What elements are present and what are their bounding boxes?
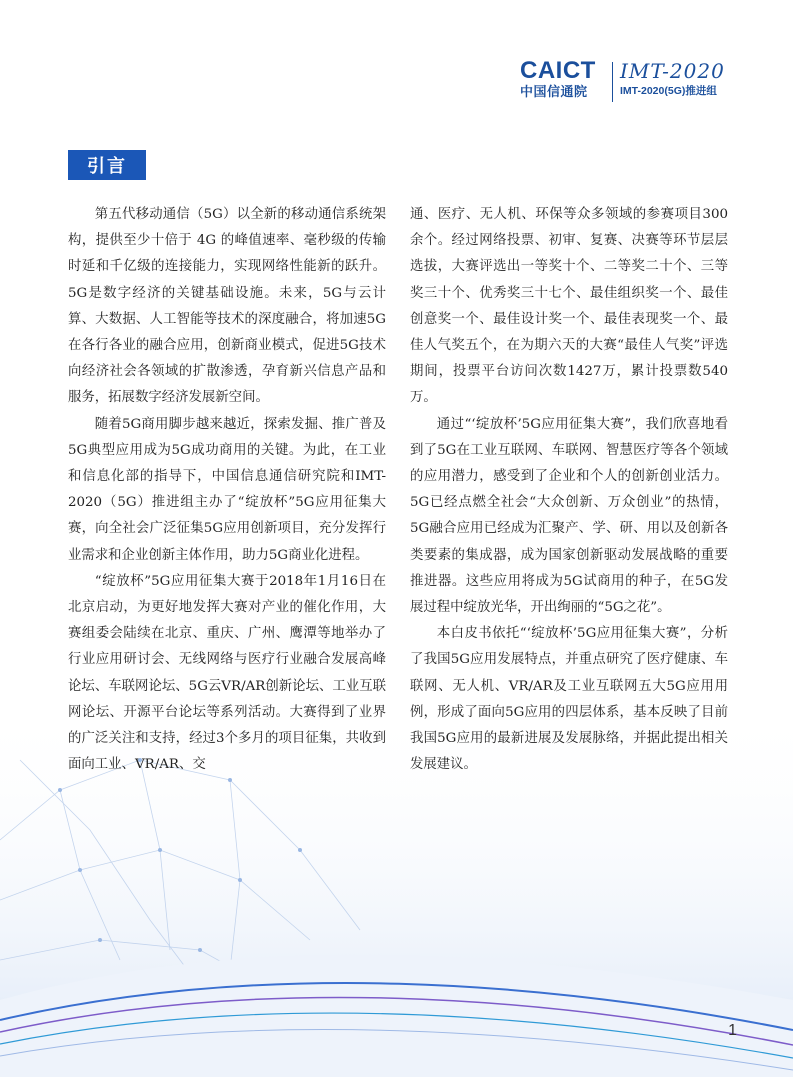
right-column [410,202,728,778]
logo-divider [612,62,613,102]
paragraph: “绽放杯”5G应用征集大赛于2018年1月16日在北京启动，为更好地发挥大赛对产业的催化作用，大赛组委会陆续在北京、重庆、广州、鹰潭等地举办了行业应用研讨会、无线网络与医疗行业融合发展高峰论坛、车联网论坛、5G云VR/AR创新论坛、工业互联网论坛、开源平台论坛等系列活动。大赛得到了业界的广泛关注和支持，经过3个多月的项目征集，共收到面向工业、VR/AR、交 [68,573,386,773]
caict-logo-chinese: 中国信通院 [520,84,588,99]
imt2020-logo-text: IMT-2020 [620,59,725,83]
paragraph: 通过“‘绽放杯’5G应用征集大赛”，我们欣喜地看到了5G在工业互联网、车联网、智慧医疗等各个领域的应用潜力，感受到了企业和个人的创新创业活力。5G已经点燃全社会“大众创新、万众创业”的热情，5G融合应用已经成为汇聚产、学、研、用以及创新各类要素的集成器，成为国家创新驱动发展战略的重要推进器。这些应用将成为5G试商用的种子，在5G发展过程中绽放光华，开出绚丽的“5G之花”。 [410,416,728,616]
left-column [68,202,386,778]
paragraph: 第五代移动通信（5G）以全新的移动通信系统架构，提供至少十倍于 4G 的峰值速率、毫秒级的传输时延和千亿级的连接能力，实现网络性能新的跃升。5G是数字经济的关键基础设施。未来，5G与云计算、大数据、人工智能等技术的深度融合，将加速5G在各行各业的融合应用，创新商业模式，促进5G技术向经济社会各领域的扩散渗透，孕育新兴信息产品和服务，拓展数字经济发展新空间。 [68,207,386,406]
section-title: 引言 [68,150,146,180]
caict-logo-text: CAICT [520,57,596,84]
paragraph: 随着5G商用脚步越来越近，探索发掘、推广普及5G典型应用成为5G成功商用的关键。为此，在工业和信息化部的指导下，中国信息通信研究院和IMT-2020（5G）推进组主办了“绽放杯”5G应用征集大赛，向全社会广泛征集5G应用创新项目，充分发挥行业需求和企业创新主体作用，助力5G商业化进程。 [68,416,386,563]
header-logos [520,58,735,108]
paragraph-continued: 通、医疗、无人机、环保等众多领域的参赛项目300余个。经过网络投票、初审、复赛、决赛等环节层层选拔，大赛评选出一等奖十个、二等奖二十个、三等奖三十个、优秀奖三十七个、最佳组织奖一个、最佳创意奖一个、最佳设计奖一个、最佳表现奖一个、最佳人气奖五个，在为期六天的大赛“最佳人气奖”评选期间，投票平台访问次数1427万，累计投票数540万。 [410,207,728,406]
imt2020-logo [620,58,732,98]
paragraph: 本白皮书依托“‘绽放杯’5G应用征集大赛”，分析了我国5G应用发展特点，并重点研究了医疗健康、车联网、无人机、VR/AR及工业互联网五大5G应用用例，形成了面向5G应用的四层体系，基本反映了目前我国5G应用的最新进展及发展脉络，并据此提出相关发展建议。 [410,626,728,773]
caict-logo [520,58,600,100]
page-number: 1 [728,1022,737,1039]
imt2020-subtitle: IMT-2020(5G)推进组 [620,85,717,97]
